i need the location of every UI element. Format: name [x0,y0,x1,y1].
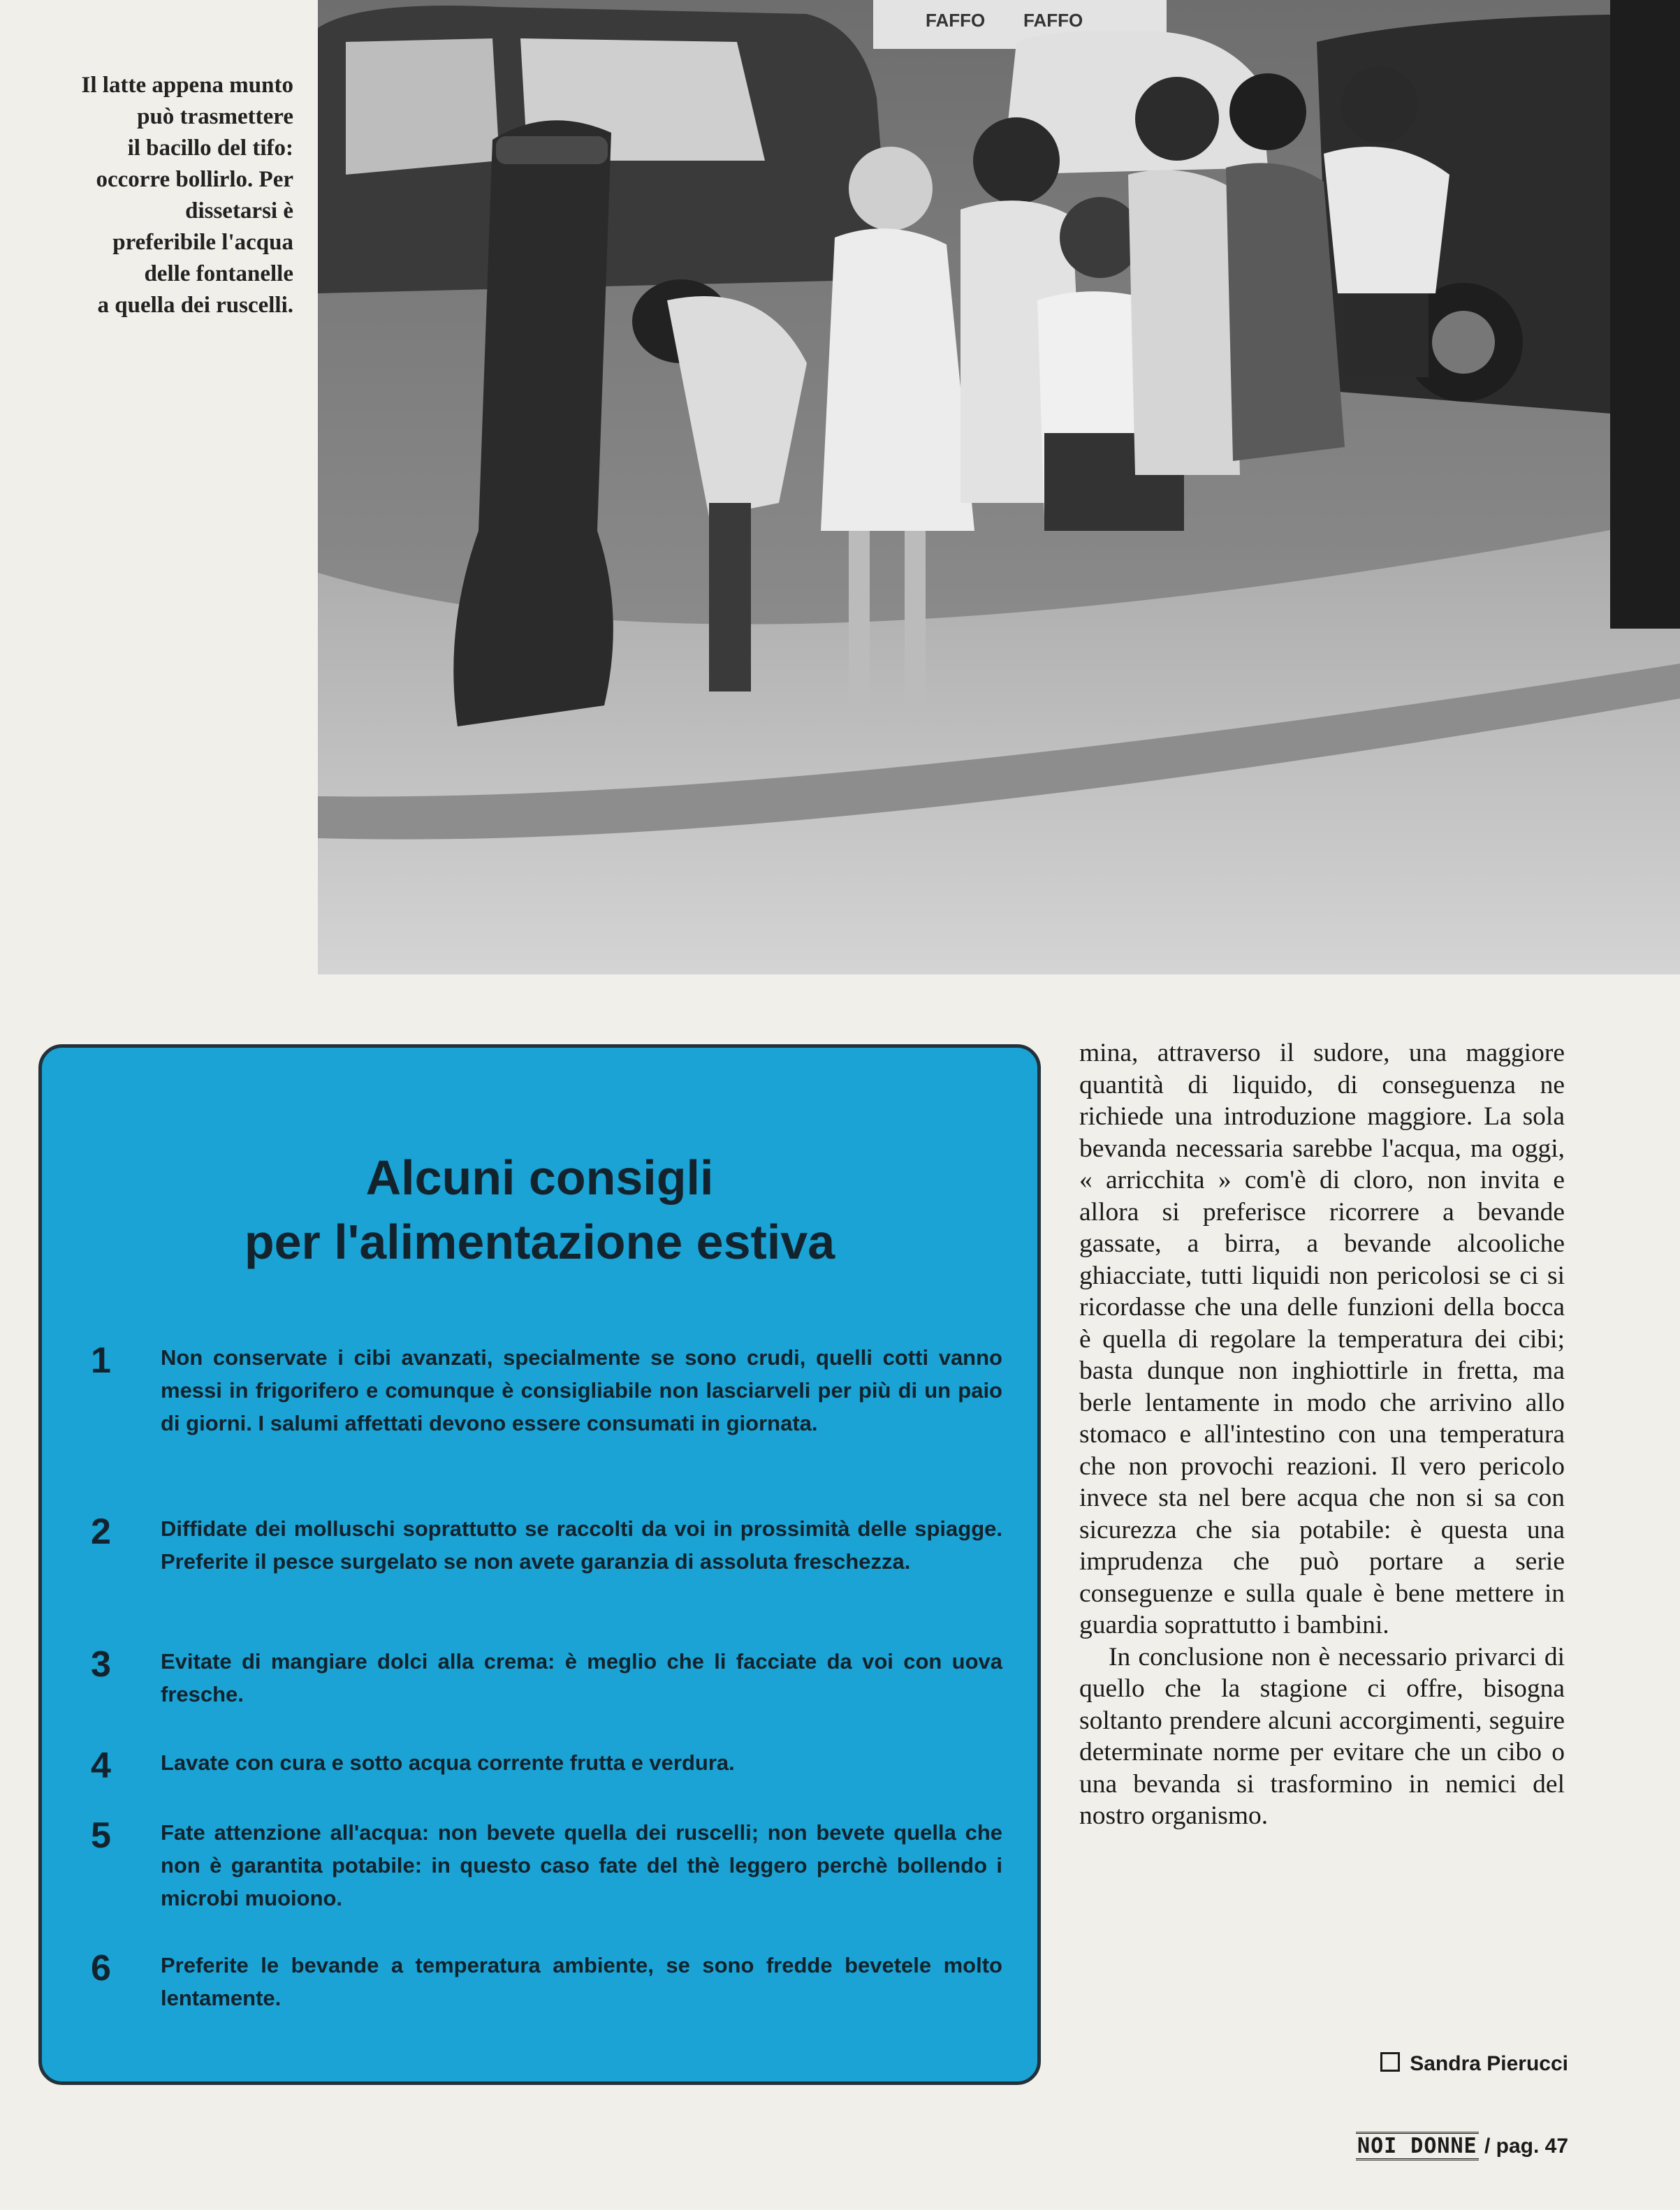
page-folio [1324,2134,1568,2158]
caption-line: delle fontanelle [144,261,293,286]
sign-text: FAFFO [1023,10,1083,31]
tip-text: Diffidate dei molluschi soprattutto se raccolti da voi in prossimità delle spiagge. Preferite il pesce surgelato se non avete garanzia di assoluta freschezza. [161,1516,1002,1574]
caption-line: a quella dei ruscelli. [97,293,293,318]
tip-item [91,1341,1002,1440]
author-signature [1352,2052,1568,2076]
tip-text: Preferite le bevande a temperatura ambiente, se sono fredde bevetele molto lentamente. [161,1953,1002,2010]
square-bullet-icon [1380,2052,1400,2072]
car-window [346,38,499,175]
tree-trunk [1610,0,1680,629]
article-paragraph: In conclusione non è necessario privarci di quello che la stagione ci offre, bisogna soltanto prendere alcuni accorgimenti, seguire determinate norme per evitare che un cibo o una bevanda si trasformino in nemici del nostro organismo. [1079,1642,1565,1830]
caption-line: può trasmettere [137,104,293,129]
article-paragraph: mina, attraverso il sudore, una maggiore quantità di liquido, di conseguenza ne richiede una introduzione maggiore. La sola bevanda necessaria sarebbe l'acqua, ma oggi, « arricchita » com'è di cloro, non invita e allora si preferisce ricorrere a bevande gassate, a birra, a bevande alcooliche ghiacciate, tutti liquidi non pericolosi se ci si ricordasse che una delle funzioni della bocca è quella di regolare la temperatura dei cibi; basta dunque non inghiottirle in fretta, ma berle lentamente in modo che arrivino allo stomaco e all'intestino con una temperatura che non provochi reazioni. Il vero pericolo invece sta nel bere acqua che non si sa con sicurezza che sia potabile: è questa una imprudenza che può portare a serie conseguenze e sulla quale è bene mettere in guardia soprattutto i bambini. [1079,1039,1565,1639]
tips-title-line2: per l'alimentazione estiva [244,1215,835,1269]
tips-box [38,1044,1041,2085]
tip-number: 2 [91,1512,111,1552]
caption-line: preferibile l'acqua [112,230,293,255]
tip-item [91,1512,1002,1578]
tip-text: Fate attenzione all'acqua: non bevete quella dei ruscelli; non bevete quella che non è garantita potabile: in questo caso fate del thè leggero perchè bollendo i microbi muoiono. [161,1820,1002,1910]
tip-item [91,1949,1002,2014]
tips-title-line1: Alcuni consigli [365,1150,714,1205]
caption-line: dissetarsi è [185,198,293,224]
tips-title [42,1146,1037,1274]
tip-number: 1 [91,1340,111,1381]
tip-number: 3 [91,1644,111,1685]
magazine-name: NOI DONNE [1356,2132,1479,2160]
article-column [1079,1037,1565,1832]
tip-number: 5 [91,1815,111,1856]
car-hubcap [1432,311,1495,374]
caption-line: Il latte appena munto [81,73,293,98]
tip-text: Lavate con cura e sotto acqua corrente frutta e verdura. [161,1750,735,1775]
folio-separator: / [1484,2135,1491,2158]
photo-illustration [318,0,1680,974]
tip-text: Non conservate i cibi avanzati, specialmente se sono crudi, quelli cotti vanno messi in frigorifero e comunque è consigliabile non lasciarveli per più di un paio di giorni. I salumi affettati devono essere consumati in giornata. [161,1345,1002,1435]
tip-number: 4 [91,1746,111,1786]
photo-caption [21,70,293,321]
photo-children-at-fountain [318,0,1680,974]
tip-item [91,1746,1002,1785]
caption-line: il bacillo del tifo: [127,136,293,161]
tip-number: 6 [91,1948,111,1989]
tip-item [91,1645,1002,1711]
author-name: Sandra Pierucci [1410,2052,1568,2075]
sign-text: FAFFO [926,10,986,31]
fountain-cap [496,136,608,164]
caption-line: occorre bollirlo. Per [96,167,293,192]
page-number: pag. 47 [1496,2135,1568,2158]
tip-text: Evitate di mangiare dolci alla crema: è meglio che li facciate da voi con uova fresche. [161,1649,1002,1706]
tip-item [91,1816,1002,1915]
